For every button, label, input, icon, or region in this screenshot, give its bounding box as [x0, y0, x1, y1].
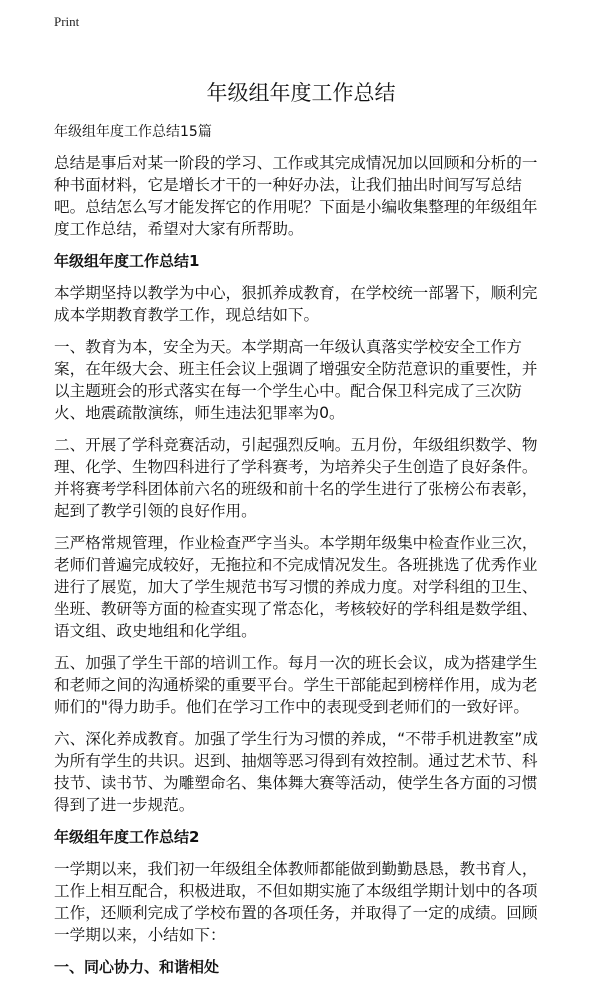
intro-paragraph: 总结是事后对某一阶段的学习、工作或其完成情况加以回顾和分析的一种书面材料，它是增长才干的一种好办法，让我们抽出时间写写总结吧。总结怎么写才能发挥它的作用呢？下面是小编收集整理的年级组年度工作总结，希望对大家有所帮助。: [54, 154, 538, 238]
print-link[interactable]: Print: [54, 14, 80, 29]
section-heading: 年级组年度工作总结2: [54, 828, 200, 846]
section-heading: 年级组年度工作总结1: [54, 252, 200, 270]
paragraph: 一学期以来，我们初一年级组全体教师都能做到勤勤恳恳，教书育人，工作上相互配合，积极进取，不但如期实施了本级组学期计划中的各项工作，还顺利完成了学校布置的各项任务，并取得了一定的成绩。回顾一学期以来，小结如下：: [54, 860, 538, 944]
paragraph: 本学期坚持以教学为中心，狠抓养成教育，在学校统一部署下，顺利完成本学期教育教学工作，现总结如下。: [54, 284, 538, 324]
paragraph: 一、教育为本，安全为天。本学期高一年级认真落实学校安全工作方案，在年级大会、班主任会议上强调了增强安全防范意识的重要性，并以主题班会的形式落实在每一个学生心中。配合保卫科完成了三次防火、地震疏散演练，师生违法犯罪率为0。: [54, 338, 538, 422]
document-body: [54, 78, 548, 988]
paragraph: 二、开展了学科竞赛活动，引起强烈反响。五月份，年级组织数学、物理、化学、生物四科进行了学科赛考，为培养尖子生创造了良好条件。并将赛考学科团体前六名的班级和前十名的学生进行了张榜公布表彰，起到了教学引领的良好作用。: [54, 436, 538, 520]
page-title: 年级组年度工作总结: [206, 81, 396, 105]
paragraph: 五、加强了学生干部的培训工作。每月一次的班长会议，成为搭建学生和老师之间的沟通桥梁的重要平台。学生干部能起到榜样作用，成为老师们的"得力助手。他们在学习工作中的表现受到老师们的一致好评。: [54, 654, 538, 716]
paragraph: 六、深化养成教育。加强了学生行为习惯的养成，“不带手机进教室”成为所有学生的共识。迟到、抽烟等恶习得到有效控制。通过艺术节、科技节、读书节、为雕塑命名、集体舞大赛等活动，使学生各方面的习惯得到了进一步规范。: [54, 730, 538, 814]
subsection-heading: 一、同心协力、和谐相处: [54, 958, 220, 976]
paragraph: 三严格常规管理，作业检查严字当头。本学期年级集中检查作业三次，老师们普遍完成较好，无拖拉和不完成情况发生。各班挑选了优秀作业进行了展览，加大了学生规范书写习惯的养成力度。对学科组的卫生、坐班、教研等方面的检查实现了常态化，考核较好的学科组是数学组、语文组、政史地组和化学组。: [54, 534, 538, 640]
document-subtitle: 年级组年度工作总结15篇: [54, 124, 212, 140]
